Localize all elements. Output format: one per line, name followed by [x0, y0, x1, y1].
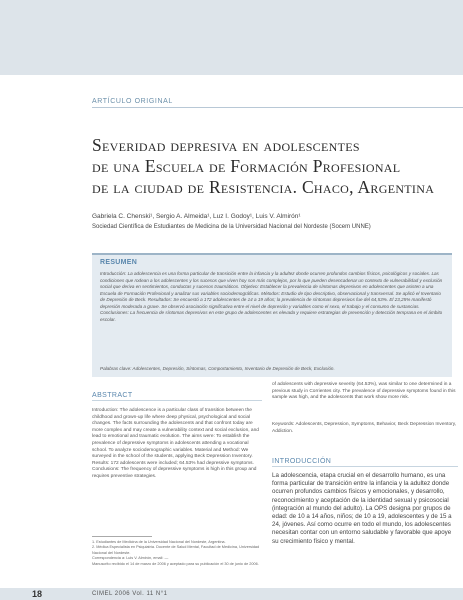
- section-divider: [92, 107, 463, 108]
- affiliation: Sociedad Científica de Estudiantes de Medicina de la Universidad Nacional del Nordeste (Socem UNNE): [92, 224, 371, 230]
- footnotes: [92, 540, 262, 567]
- footnote: 2. Médica Especialista en Psiquiatría. Docente de Salud Mental, Facultad de Medicina, Universidad Nacional del Nordeste.: [92, 545, 260, 555]
- title-line: de una Escuela de Formación Profesional: [92, 156, 401, 176]
- section-tag: ARTÍCULO ORIGINAL: [92, 98, 173, 105]
- abstract-heading: ABSTRACT: [92, 392, 133, 399]
- article-title: [92, 135, 452, 198]
- abstract-divider: [92, 400, 262, 401]
- title-line: de la ciudad de Resistencia. Chaco, Argentina: [92, 177, 435, 197]
- footnote-divider: [92, 536, 152, 537]
- intro-divider: [272, 466, 458, 467]
- resumen-heading: RESUMEN: [100, 259, 138, 266]
- abstract-keywords: Keywords: Adolescents, Depression, Symptoms, Behavior, Beck Depression Inventory, Addiction.: [272, 422, 457, 434]
- authors: Gabriela C. Chenski¹, Sergio A. Almeida¹, Luz I. Godoy¹, Luis V. Almirón¹: [92, 213, 301, 220]
- intro-heading: INTRODUCCIÓN: [272, 458, 332, 465]
- intro-text: La adolescencia, etapa crucial en el desarrollo humano, es una forma particular de transición entre la infancia y la adultez donde ocurren profundos cambios físicos y emocionales, y desarrollo, reconocimiento y aceptación de la identidad sexual y psicosocial (integración al mundo del adulto). La OPS designa por grupos de edad: de 10 a 14 años, niños; de 10 a 19, adolescentes y de 15 a 24, jóvenes. Así como ocurre en todo el mundo, los adolescentes necesitan contar con un entorno saludable y favorable que apoye su crecimiento físico y mental.: [272, 472, 452, 545]
- abstract-text: Introduction: The adolescence is a particular class of transition between the childhood and grown-up life where deep physical, psychological and social changes. The facts surrounding the adolescents and that confront today are more complex and may create a vulnerability context and social exclusion, and lead to emotional and traumatic evolution. The aims were: To establish the prevalence of depressive symptoms in adolescents attending a vocational school. To analyze sociodemographic variables. Material and Method: We surveyed in the school of the students, applying Beck Depression Inventory. Results: 172 adolescents were included; 64.53% had depressive symptoms. Conclusions: The frequency of depressive symptoms is high in this group and requires preventive strategies.: [92, 408, 259, 479]
- footnote: Manuscrito recibido el 14 de marzo de 2006 y aceptado para su publicación el 30 de junio de 2006.: [92, 561, 259, 566]
- resumen-keywords: Palabras clave: Adolescentes, Depresión, Síntomas, Comportamiento, Inventario de Depresión de Beck, Exclusión.: [100, 366, 335, 371]
- header-band: [0, 0, 463, 75]
- footnote: Correspondencia a: Luis V. Almirón, email: —: [92, 556, 169, 561]
- page-number: 18: [32, 589, 43, 599]
- journal-name: CIMEL 2006 Vol. 11 N°1: [92, 591, 168, 597]
- footer-band: [0, 588, 463, 600]
- abstract-continuation: of adolescents with depressive severity (64.53%), was similar to one determined in a previous study in Corrientes city. The prevalence of depressive symptoms found in this sample was high, and the adolescents that work show more risk.: [272, 382, 456, 401]
- resumen-text: Introducción: La adolescencia es una forma particular de transición entre la infancia y la adultez donde ocurren profundos cambios físicos, psicológicos y sociales. Las condiciones que rodean a los adolescentes y los sucesos que viven hoy son más complejos, por lo que pueden desencadenar un contexto de vulnerabilidad y exclusión social que deriva en sentimientos, conductas y sucesos traumáticos. Objetivo: Establecer la prevalencia de síntomas depresivos en adolescentes que asisten a una Escuela de Formación Profesional y analizar sus variables sociodemográficas. Métodos: Estudio de tipo descriptivo, observacional y transversal. Se aplicó el Inventario de Depresión de Beck. Resultados: Se encuestó a 172 adolescentes de 14 a 19 años; la prevalencia de síntomas depresivos fue del 64,53%. El 23,25% manifestó depresión moderada a grave. Se observó asociación significativa entre el nivel de depresión y variables como el sexo, el trabajo y el consumo de sustancias. Conclusiones: La frecuencia de síntomas depresivos en este grupo de adolescentes es elevada y requiere estrategias de prevención y detección temprana en el ámbito escolar.: [100, 271, 443, 322]
- footnote: 1. Estudiantes de Medicina de la Universidad Nacional del Nordeste, Argentina.: [92, 540, 226, 544]
- title-line: Severidad depresiva en adolescentes: [92, 135, 360, 155]
